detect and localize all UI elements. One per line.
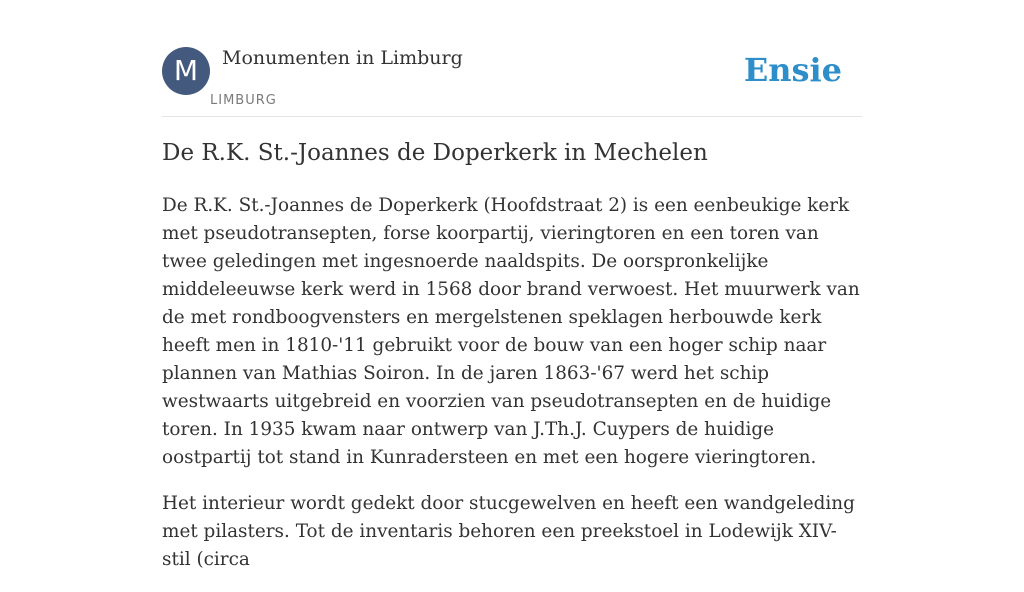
author-name[interactable]: Monumenten in Limburg xyxy=(222,47,463,69)
category-label[interactable]: LIMBURG xyxy=(210,93,277,108)
article-title: De R.K. St.-Joannes de Doperkerk in Mechelen xyxy=(162,140,708,166)
article-header xyxy=(162,44,862,117)
author-avatar[interactable]: M xyxy=(162,47,210,95)
ensie-logo[interactable]: Ensie xyxy=(743,51,842,89)
article-body xyxy=(162,192,864,592)
article-paragraph: Het interieur wordt gedekt door stucgewelven en heeft een wandgeleding met pilasters. Tot de inventaris behoren een preekstoel in Lodewijk XIV-stil (circa xyxy=(162,493,855,570)
article-paragraph: De R.K. St.-Joannes de Doperkerk (Hoofdstraat 2) is een eenbeukige kerk met pseudotransepten, forse koorpartij, vieringtoren en een toren van twee geledingen met ingesnoerde naaldspits. De oorspronkelijke middeleeuwse kerk werd in 1568 door brand verwoest. Het muurwerk van de met rondboogvensters en mergelstenen speklagen herbouwde kerk heeft men in 1810-'11 gebruikt voor de bouw van een hoger schip naar plannen van Mathias Soiron. In de jaren 1863-'67 werd het schip westwaarts uitgebreid en voorzien van pseudotransepten en de huidige toren. In 1935 kwam naar ontwerp van J.Th.J. Cuypers de huidige oostpartij tot stand in Kunradersteen en met een hogere vieringtoren. xyxy=(162,195,860,468)
